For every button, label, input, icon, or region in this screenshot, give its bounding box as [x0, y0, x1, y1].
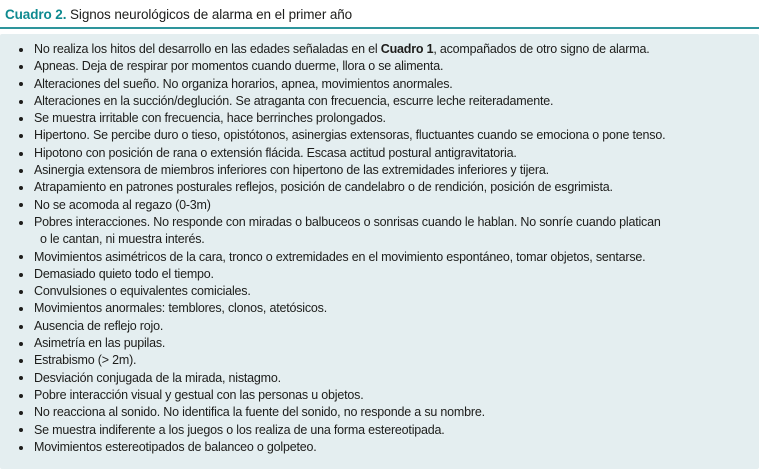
bullet-icon	[19, 446, 23, 450]
list-item	[0, 370, 747, 387]
list-item	[0, 283, 747, 300]
bullet-icon	[19, 342, 23, 346]
list-item	[0, 93, 747, 110]
list-item-text: Asimetría en las pupilas.	[34, 336, 166, 351]
list-item-text: Pobre interacción visual y gestual con las personas u objetos.	[34, 387, 364, 402]
list-item-text: No realiza los hitos del desarrollo en las edades señaladas en el Cuadro 1, acompañados de otro signo de alarma.	[34, 42, 650, 56]
bullet-icon	[19, 376, 23, 380]
bullet-icon	[19, 186, 23, 190]
list-item	[0, 110, 747, 127]
list-item	[0, 404, 747, 421]
bullet-icon	[19, 152, 23, 156]
list-item-text: Desviación conjugada de la mirada, nistagmo.	[34, 370, 281, 385]
list-item	[0, 145, 747, 162]
table-caption-label: Cuadro 2.	[5, 7, 67, 22]
list-item-text: Se muestra irritable con frecuencia, hace berrinches prolongados.	[34, 111, 386, 126]
list-item	[0, 127, 747, 144]
alert-signs-panel	[0, 34, 759, 469]
bullet-icon	[19, 394, 23, 398]
bullet-icon	[19, 325, 23, 329]
list-item	[0, 266, 747, 283]
bullet-icon	[19, 117, 23, 121]
list-item-text: Movimientos anormales: temblores, clonos, atetósicos.	[34, 301, 328, 316]
list-item-text: Se muestra indiferente a los juegos o los realiza de una forma estereotipada.	[34, 422, 445, 437]
list-item-text: No reacciona al sonido. No identifica la fuente del sonido, no responde a su nombre.	[34, 405, 485, 420]
list-item-text: Demasiado quieto todo el tiempo.	[34, 266, 214, 281]
list-item	[0, 318, 747, 335]
alert-signs-list	[0, 41, 747, 456]
list-item	[0, 76, 747, 93]
bullet-icon	[19, 428, 23, 432]
list-item	[0, 214, 747, 249]
table-caption-text: Signos neurológicos de alarma en el primer año	[66, 7, 353, 22]
bullet-icon	[19, 48, 23, 52]
list-item-text: Hipotono con posición de rana o extensión flácida. Escasa actitud postural antigravitatoria.	[34, 145, 517, 160]
list-item-text: Estrabismo (> 2m).	[34, 353, 137, 368]
bullet-icon	[19, 169, 23, 173]
bullet-icon	[19, 307, 23, 311]
list-item	[0, 179, 747, 196]
list-item-text: Ausencia de reflejo rojo.	[34, 318, 164, 333]
bullet-icon	[19, 134, 23, 138]
bullet-icon	[19, 273, 23, 277]
list-item-text: Asinergia extensora de miembros inferiores con hipertono de las extremidades inferiores y tijera.	[34, 163, 549, 178]
list-item-text: Alteraciones del sueño. No organiza horarios, apnea, movimientos anormales.	[34, 76, 453, 91]
list-item	[0, 162, 747, 179]
list-item	[0, 300, 747, 317]
list-item	[0, 41, 747, 58]
bullet-icon	[19, 255, 23, 259]
list-item-text: Movimientos estereotipados de balanceo o golpeteo.	[34, 439, 317, 454]
bullet-icon	[19, 411, 23, 415]
list-item-text: Convulsiones o equivalentes comiciales.	[34, 284, 251, 299]
bullet-icon	[19, 65, 23, 69]
bullet-icon	[19, 100, 23, 104]
list-item	[0, 58, 747, 75]
table-caption	[0, 0, 759, 23]
list-item-text: Movimientos asimétricos de la cara, tronco o extremidades en el movimiento espontáneo, tomar objetos, sentarse.	[34, 249, 646, 264]
list-item	[0, 249, 747, 266]
list-item-text: Alteraciones en la succión/deglución. Se atraganta con frecuencia, escurre leche reiteradamente.	[34, 93, 554, 108]
list-item-text: Apneas. Deja de respirar por momentos cuando duerme, llora o se alimenta.	[34, 59, 444, 74]
list-item-text: Atrapamiento en patrones posturales reflejos, posición de candelabro o de rendición, posición de esgrimista.	[34, 180, 613, 195]
bullet-icon	[19, 290, 23, 294]
bullet-icon	[19, 359, 23, 363]
bullet-icon	[19, 82, 23, 86]
list-item	[0, 439, 747, 456]
list-item	[0, 387, 747, 404]
list-item	[0, 335, 747, 352]
list-item-text: No se acomoda al regazo (0-3m)	[34, 197, 211, 212]
list-item-text: Hipertono. Se percibe duro o tieso, opistótonos, asinergias extensoras, fluctuantes cuando se emociona o pone tenso.	[34, 128, 666, 143]
list-item-text: Pobres interacciones. No responde con miradas o balbuceos o sonrisas cuando le hablan. No sonríe cuando platican o le cantan, ni muestra interés.	[34, 214, 661, 247]
bullet-icon	[19, 221, 23, 225]
list-item	[0, 197, 747, 214]
bullet-icon	[19, 203, 23, 207]
caption-divider-rule	[0, 27, 759, 29]
list-item	[0, 422, 747, 439]
list-item	[0, 352, 747, 369]
